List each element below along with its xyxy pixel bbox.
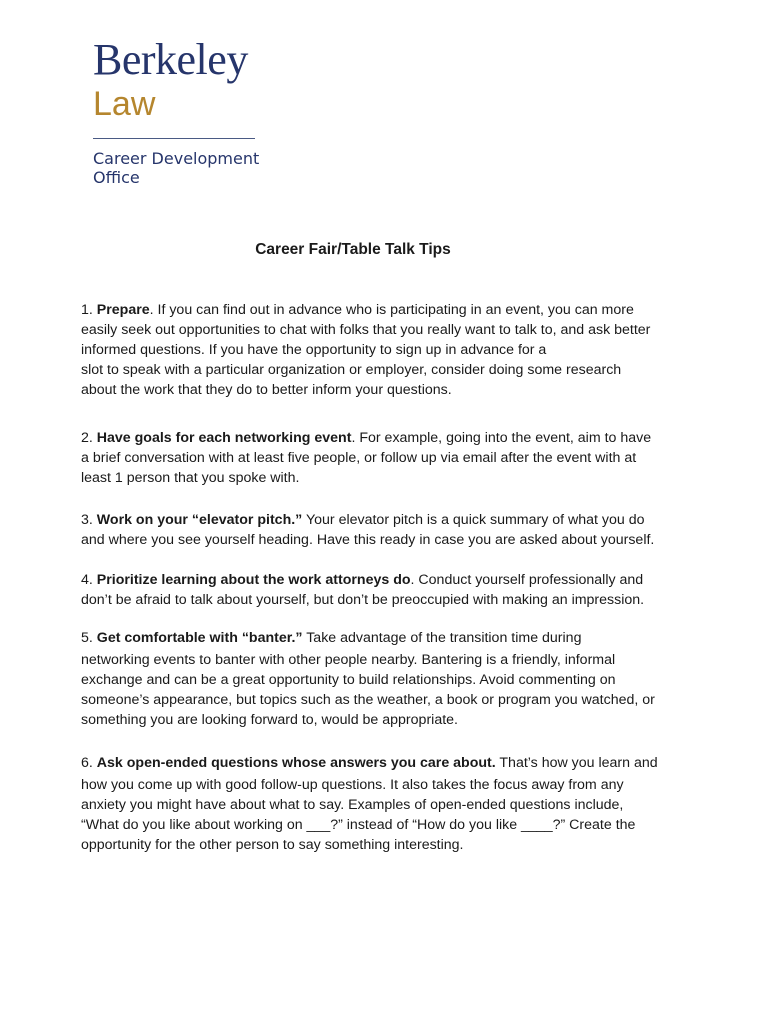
tip-5-heading: Get comfortable with “banter.” xyxy=(96,630,303,646)
tip-4-number: 4. xyxy=(81,572,97,588)
tip-1-line-1 xyxy=(81,300,701,320)
office-name-line1: Career Development xyxy=(93,149,260,168)
tip-5-text: Take advantage of the transition time during xyxy=(302,630,582,646)
tip-3 xyxy=(81,510,701,550)
tip-3-line-2: and where you see yourself heading. Have this ready in case you are asked about yourself. xyxy=(81,532,655,548)
logo-law-text: Law xyxy=(93,85,156,123)
tip-1 xyxy=(81,300,701,400)
tip-6-heading: Ask open-ended questions whose answers you care about. xyxy=(96,755,496,771)
tip-1-text: . If you can find out in advance who is participating in an event, you can more xyxy=(149,302,634,318)
tip-2-number: 2. xyxy=(81,430,97,446)
tip-4-line-2: don’t be afraid to talk about yourself, but don’t be preoccupied with making an impression. xyxy=(81,592,645,608)
office-name xyxy=(93,149,263,187)
tip-5-line-2: networking events to banter with other people nearby. Bantering is a friendly, informal xyxy=(81,652,616,668)
tip-6-line-4: “What do you like about working on ___?” instead of “How do you like ____?” Create the xyxy=(81,817,636,833)
tip-1-heading: Prepare xyxy=(96,302,150,318)
tip-6-line-5: opportunity for the other person to say something interesting. xyxy=(81,837,464,853)
berkeley-law-logo xyxy=(93,35,263,187)
tip-5 xyxy=(81,628,701,730)
office-name-line2: Office xyxy=(93,168,140,187)
tip-5-line-1 xyxy=(81,628,701,648)
tip-6 xyxy=(81,753,701,855)
tip-1-line-4: slot to speak with a particular organization or employer, consider doing some research xyxy=(81,362,622,378)
tip-2-text: . For example, going into the event, aim to have xyxy=(351,430,652,446)
tip-2-line-2: a brief conversation with at least five people, or follow up via email after the event with at xyxy=(81,450,637,466)
tip-1-line-5: about the work that they do to better inform your questions. xyxy=(81,382,452,398)
tip-6-line-2: how you come up with good follow-up questions. It also takes the focus away from any xyxy=(81,777,624,793)
tip-1-line-3: informed questions. If you have the opportunity to sign up in advance for a xyxy=(81,342,547,358)
tip-5-line-4: someone’s appearance, but topics such as the weather, a book or program you watched, or xyxy=(81,692,655,708)
tip-2-line-1 xyxy=(81,428,701,448)
tip-4 xyxy=(81,570,701,610)
tip-1-number: 1. xyxy=(81,302,97,318)
tip-4-text: . Conduct yourself professionally and xyxy=(410,572,644,588)
logo-berkeley-text: Berkeley xyxy=(93,35,248,84)
document-title: Career Fair/Table Talk Tips xyxy=(255,241,451,258)
tip-6-number: 6. xyxy=(81,755,97,771)
tip-4-heading: Prioritize learning about the work attorneys do xyxy=(96,572,411,588)
tip-2 xyxy=(81,428,701,488)
tip-6-line-3: anxiety you might have about what to say. Examples of open-ended questions include, xyxy=(81,797,624,813)
tip-5-line-3: exchange and can be a great opportunity to build relationships. Avoid commenting on xyxy=(81,672,616,688)
tip-3-text: Your elevator pitch is a quick summary of what you do xyxy=(302,512,645,528)
tip-2-line-3: least 1 person that you spoke with. xyxy=(81,470,300,486)
tip-2-heading: Have goals for each networking event xyxy=(96,430,352,446)
tip-6-text: That’s how you learn and xyxy=(495,755,658,771)
tip-5-number: 5. xyxy=(81,630,97,646)
tip-3-number: 3. xyxy=(81,512,97,528)
tip-3-heading: Work on your “elevator pitch.” xyxy=(96,512,303,528)
tip-6-line-1 xyxy=(81,753,701,773)
tip-5-line-5: something you are looking forward to, would be appropriate. xyxy=(81,712,458,728)
tip-1-line-2: easily seek out opportunities to chat with folks that you really want to talk to, and ask better xyxy=(81,322,651,338)
tip-3-line-1 xyxy=(81,510,701,530)
tip-4-line-1 xyxy=(81,570,701,590)
logo-divider xyxy=(93,138,255,139)
